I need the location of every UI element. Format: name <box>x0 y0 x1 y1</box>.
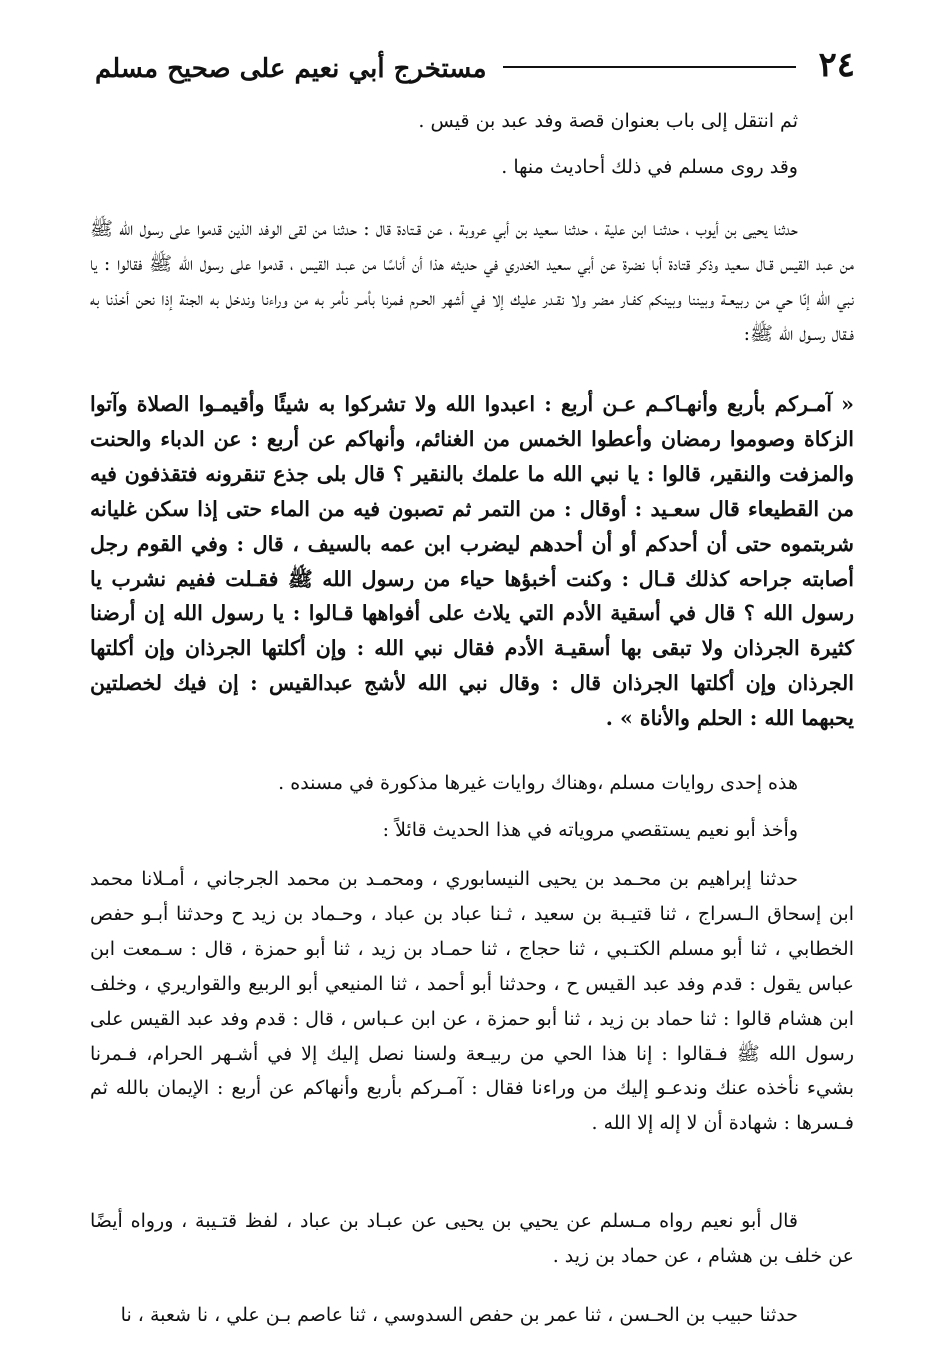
paragraph-muslim-narrations: وقد روى مسلم في ذلك أحاديث منها . <box>501 156 798 178</box>
paragraph-hadith-matn: « آمـركم بأربع وأنهـاكـم عـن أربع : اعبدوا الله ولا تشركوا به شيئًا وأقيمـوا الصلاة وآتوا الزكاة وصوموا رمضان وأعطوا الخمس من الغنائم، وأنهاكم عن أربع : عن الدباء والحنت والمزفت والنقير، قالوا : يا نبي الله ما علمك بالنقير ؟ قال بلى جذع تنقرونه فتقذفون فيه من القطيعاء قال سعـيد : أوقال : من التمر ثم تصبون فيه من الماء حتى إذا سكن غليانه شربتموه حتى أن أحدكم أو أن أحدهم ليضرب ابن عمه بالسيف ، قال : وفي القوم رجل أصابته جراحه كذلك قـال : وكنت أخبؤها حياء من رسول الله ﷺ فقـلت ففيم نشرب يا رسول الله ؟ قال في أسقية الأدم التي يلاث على أفواهها قـالوا : يا رسول الله إن أرضنا كثيرة الجرذان ولا تبقى بها أسقيـة الأدم فقال نبي الله : وإن أكلتها الجرذان وإن أكلتها الجرذان وإن أكلتها الجرذان قال : وقال نبي الله لأشج عبدالقيس : إن فيك لخصلتين يحبهما الله : الحلم والأناة » . <box>90 392 854 731</box>
paragraph-note: هذه إحدى روايات مسلم ،وهناك روايات غيرها مذكورة في مسنده . <box>278 772 798 794</box>
paragraph-abu-nuaym-intro: وأخذ أبو نعيم يستقصي مروياته في هذا الحديث قائلاً : <box>382 819 798 841</box>
paragraph-intro: ثم انتقل إلى باب بعنوان قصة وفد عبد بن قيس . <box>418 110 798 132</box>
page-header <box>95 28 855 85</box>
running-title: مستخرج أبي نعيم على صحيح مسلم <box>95 54 487 84</box>
paragraph-abu-nuaym-comment: قال أبو نعيم رواه مـسلم عن يحيي بن يحيى عن عبـاد بن عباد ، لفظ قتـيبة ، ورواه أيضًا عن خلف بن هشام ، عن حماد بن زيد . <box>90 1210 854 1267</box>
page-number: ٢٤ <box>818 45 855 85</box>
paragraph-final-isnad: حدثنا حبيب بن الحـسن ، ثنا عمر بن حفص السدوسي ، ثنا عاصم بـن علي ، نا شعبة ، نا <box>120 1304 798 1326</box>
header-rule <box>503 66 797 68</box>
paragraph-hadith-isnad: حدثنا يحيى بن أيوب ، حدثنـا ابن علية ، حدثنا سعيد بن أبي عروبة ، عن قـتادة قال : حدثنا من لقى الوفد الذين قدموا على رسول الله ﷺ من عبد القيس قـال سعيد وذكر قتادة أبا نضرة عن أبي سعيد الخدري في حديثه هذا أن أناسًا من عبـد القيس ، قدموا على رسول الله ﷺ فقالوا : يا نبي الله إنّا حي من ربيعـة وبيننا وبينكم كفـار مضر ولا نقـدر عليك إلا في أشهر الحـرم فمرنا بأمـر نأمر به من وراءنا وندخل به الجنة إذا نحن أخذنا به فـقال رسـول الله ﷺ: <box>90 218 854 345</box>
paragraph-abu-nuaym-isnad: حدثنا إبراهيم بن محـمد بن يحيى النيسابوري ، ومحمـد بن محمد الجرجاني ، أمـلانا محمد ابن إسحاق الـسراج ، ثنا قتيـبة بن سعيد ، ثـنا عباد بن عباد ، وحـماد بن زيد ح وحدثنا أبـو حفص الخطابي ، ثنا أبو مسلم الكتـبي ، ثنا حجاج ، ثنا حمـاد بن زيد ، ثنا أبو حمزة ، قال : سـمعت ابن عباس يقول : قدم وفد عبد القيس ح ، وحدثنا أبو أحمد ، ثنا المنيعي أبو الربيع والقواريري ، وخلف ابن هشام قالوا : ثنا حماد بن زيد ، ثنا أبو حمزة ، عن ابن عـباس ، قال : قدم وفد عبد القيس على رسول الله ﷺ فـقالوا : إنا هذا الحي من ربيـعة ولسنا نصل إليك إلا في أشـهر الحرام، فـمرنا بشيء نأخذه عنك وندعـو إليك من وراءنا فقال : آمـركم بأربع وأنهاكم عن أربع : الإيمان بالله ثم فـسرها : شهادة أن لا إله إلا الله . <box>90 868 854 1135</box>
